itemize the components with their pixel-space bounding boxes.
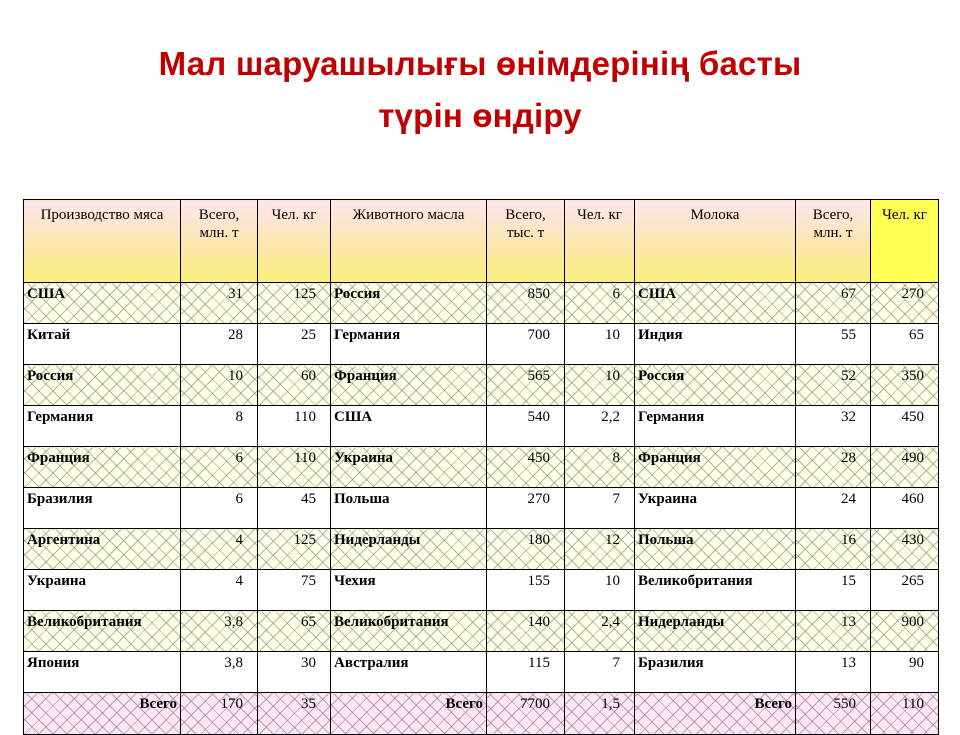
country-cell: Франция [331, 365, 487, 406]
value-cell: 30 [258, 652, 331, 693]
table-row [24, 324, 939, 365]
country-cell: Германия [635, 406, 796, 447]
value-cell: 10 [565, 570, 635, 611]
value-cell: 65 [258, 611, 331, 652]
value-cell: 8 [181, 406, 258, 447]
value-cell: 270 [487, 488, 565, 529]
value-cell: 6 [181, 488, 258, 529]
value-cell: 60 [258, 365, 331, 406]
value-cell: 15 [796, 570, 871, 611]
value-cell: 6 [565, 283, 635, 324]
value-cell: 75 [258, 570, 331, 611]
value-cell: 31 [181, 283, 258, 324]
country-cell: Великобритания [24, 611, 181, 652]
value-cell: 4 [181, 529, 258, 570]
table-row [24, 406, 939, 447]
total-label-cell: Всего [24, 693, 181, 735]
value-cell: 565 [487, 365, 565, 406]
value-cell: 265 [871, 570, 939, 611]
total-label-cell: Всего [331, 693, 487, 735]
production-table-body [24, 200, 939, 735]
value-cell: 2,4 [565, 611, 635, 652]
value-cell: 67 [796, 283, 871, 324]
total-value-cell: 550 [796, 693, 871, 735]
table-row [24, 365, 939, 406]
column-header: Чел. кг [258, 200, 331, 283]
value-cell: 115 [487, 652, 565, 693]
total-value-cell: 110 [871, 693, 939, 735]
country-cell: Германия [24, 406, 181, 447]
value-cell: 6 [181, 447, 258, 488]
slide-title-line-2: түрін өндіру [378, 97, 582, 134]
country-cell: Франция [24, 447, 181, 488]
column-header: Молока [635, 200, 796, 283]
country-cell: Франция [635, 447, 796, 488]
table-row [24, 488, 939, 529]
value-cell: 55 [796, 324, 871, 365]
total-value-cell: 170 [181, 693, 258, 735]
country-cell: США [635, 283, 796, 324]
column-header: Производство мяса [24, 200, 181, 283]
value-cell: 8 [565, 447, 635, 488]
value-cell: 540 [487, 406, 565, 447]
value-cell: 155 [487, 570, 565, 611]
country-cell: США [24, 283, 181, 324]
value-cell: 13 [796, 611, 871, 652]
value-cell: 10 [181, 365, 258, 406]
value-cell: 140 [487, 611, 565, 652]
value-cell: 24 [796, 488, 871, 529]
table-row [24, 611, 939, 652]
total-value-cell: 35 [258, 693, 331, 735]
table-row [24, 652, 939, 693]
value-cell: 700 [487, 324, 565, 365]
table-row [24, 447, 939, 488]
value-cell: 7 [565, 652, 635, 693]
total-value-cell: 7700 [487, 693, 565, 735]
value-cell: 13 [796, 652, 871, 693]
value-cell: 270 [871, 283, 939, 324]
country-cell: Бразилия [635, 652, 796, 693]
value-cell: 28 [796, 447, 871, 488]
country-cell: Австралия [331, 652, 487, 693]
country-cell: Индия [635, 324, 796, 365]
value-cell: 110 [258, 406, 331, 447]
column-header: Всего, тыс. т [487, 200, 565, 283]
total-value-cell: 1,5 [565, 693, 635, 735]
value-cell: 12 [565, 529, 635, 570]
value-cell: 45 [258, 488, 331, 529]
value-cell: 10 [565, 324, 635, 365]
value-cell: 7 [565, 488, 635, 529]
table-row [24, 283, 939, 324]
country-cell: Нидерланды [331, 529, 487, 570]
country-cell: Украина [24, 570, 181, 611]
country-cell: Украина [331, 447, 487, 488]
table-header-row [24, 200, 939, 283]
value-cell: 430 [871, 529, 939, 570]
country-cell: Аргентина [24, 529, 181, 570]
value-cell: 90 [871, 652, 939, 693]
value-cell: 16 [796, 529, 871, 570]
country-cell: Польша [331, 488, 487, 529]
value-cell: 850 [487, 283, 565, 324]
value-cell: 450 [871, 406, 939, 447]
country-cell: Нидерланды [635, 611, 796, 652]
value-cell: 900 [871, 611, 939, 652]
country-cell: Германия [331, 324, 487, 365]
country-cell: Чехия [331, 570, 487, 611]
country-cell: США [331, 406, 487, 447]
slide-title [0, 38, 960, 142]
table-row [24, 529, 939, 570]
country-cell: Великобритания [331, 611, 487, 652]
country-cell: Великобритания [635, 570, 796, 611]
value-cell: 25 [258, 324, 331, 365]
value-cell: 350 [871, 365, 939, 406]
table-total-row [24, 693, 939, 735]
production-table [23, 199, 939, 735]
country-cell: Россия [331, 283, 487, 324]
value-cell: 460 [871, 488, 939, 529]
value-cell: 110 [258, 447, 331, 488]
value-cell: 125 [258, 529, 331, 570]
value-cell: 4 [181, 570, 258, 611]
country-cell: Россия [24, 365, 181, 406]
value-cell: 3,8 [181, 611, 258, 652]
value-cell: 490 [871, 447, 939, 488]
country-cell: Украина [635, 488, 796, 529]
country-cell: Китай [24, 324, 181, 365]
table-row [24, 570, 939, 611]
value-cell: 65 [871, 324, 939, 365]
column-header: Животного масла [331, 200, 487, 283]
value-cell: 450 [487, 447, 565, 488]
column-header: Всего, млн. т [181, 200, 258, 283]
value-cell: 3,8 [181, 652, 258, 693]
country-cell: Япония [24, 652, 181, 693]
column-header: Всего, млн. т [796, 200, 871, 283]
country-cell: Польша [635, 529, 796, 570]
value-cell: 2,2 [565, 406, 635, 447]
country-cell: Россия [635, 365, 796, 406]
value-cell: 52 [796, 365, 871, 406]
slide-title-line-1: Мал шаруашылығы өнімдерінің басты [158, 45, 802, 82]
column-header: Чел. кг [565, 200, 635, 283]
country-cell: Бразилия [24, 488, 181, 529]
column-header: Чел. кг [871, 200, 939, 283]
value-cell: 28 [181, 324, 258, 365]
value-cell: 32 [796, 406, 871, 447]
value-cell: 10 [565, 365, 635, 406]
total-label-cell: Всего [635, 693, 796, 735]
value-cell: 125 [258, 283, 331, 324]
value-cell: 180 [487, 529, 565, 570]
